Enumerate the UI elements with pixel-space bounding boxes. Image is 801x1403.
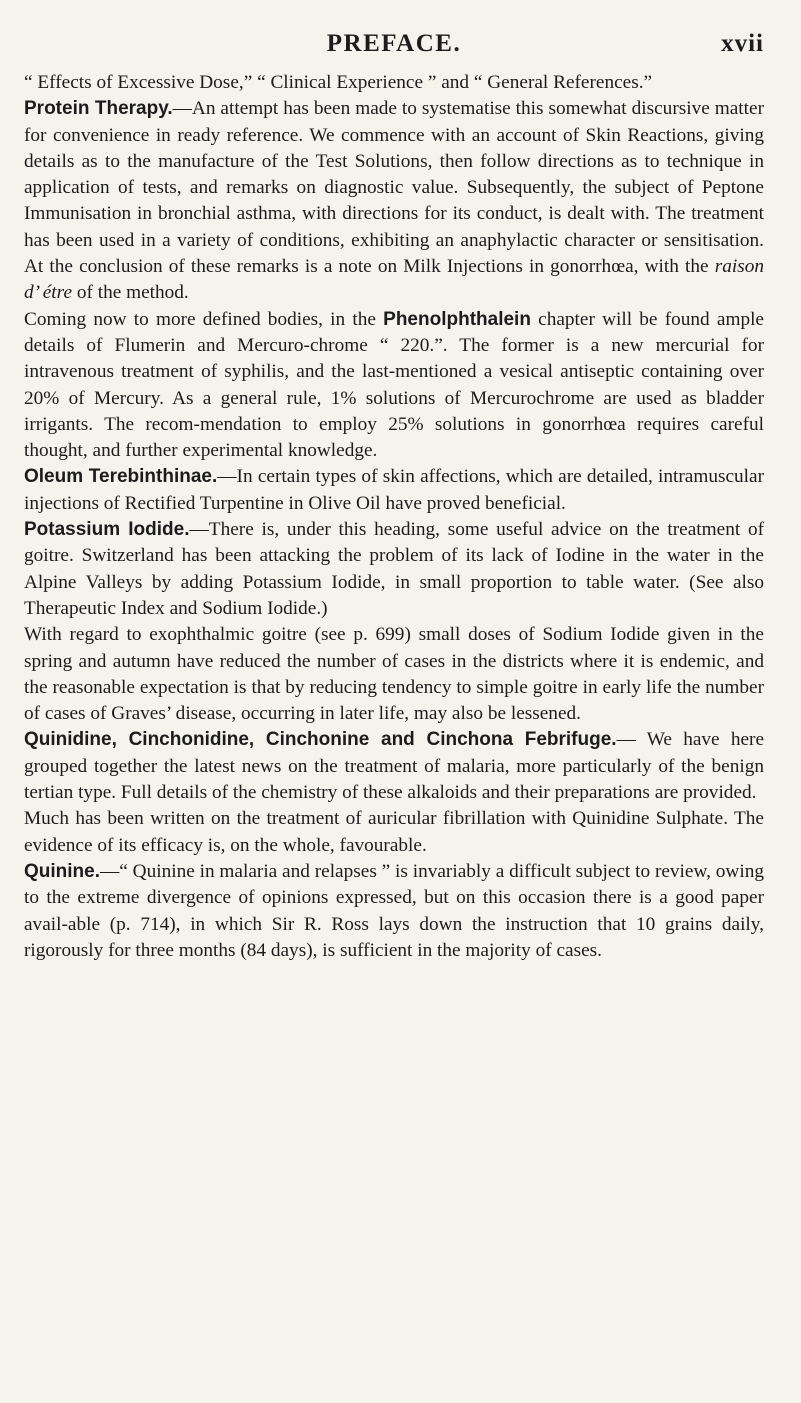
paragraph-auricular-fibrillation (24, 806, 764, 859)
paragraph-quinidine (24, 727, 764, 806)
section-heading-phenolphthalein: Phenolphthalein (383, 308, 531, 330)
paragraph-text: chapter will be found ample details of Flumerin and Mercuro-chrome “ 220.”. The former is a new mercurial for intravenous treatment of syphilis, and the last-mentioned a vesical antiseptic containing over 20% of Mercury. As a general rule, 1% solutions of Mercurochrome are used as bladder irrigants. The recom-mendation to employ 25% solutions in gonorrhœa requires careful thought, and further experimental knowledge. (24, 308, 764, 462)
section-heading-oleum-terebinthinae: Oleum Terebinthinae. (24, 466, 218, 488)
paragraph-phenolphthalein (24, 307, 764, 465)
section-heading-quinine: Quinine. (24, 860, 100, 882)
paragraph-text: —In certain types of skin affections, which are detailed, intramuscular injections of Rectified Turpentine in Olive Oil have proved beneficial. (24, 466, 764, 514)
paragraph-text: — We have here grouped together the latest news on the treatment of malaria, more particularly of the benign tertian type. Full details of the chemistry of these alkaloids and their preparations are provided. (24, 729, 765, 804)
paragraph-1 (24, 70, 764, 96)
page-number: xvii (721, 30, 764, 57)
body-text (24, 70, 764, 964)
paragraph-text: With regard to exophthalmic goitre (see p. 699) small doses of Sodium Iodide given in the spring and autumn have reduced the number of cases in the districts where it is endemic, and the reasonable expectation is that by reducing tendency to simple goitre in early life the number of cases of Graves’ disease, occurring in later life, may also be lessened. (24, 624, 764, 725)
paragraph-exophthalmic-goitre (24, 622, 764, 727)
paragraph-text: —“ Quinine in malaria and relapses ” is invariably a difficult subject to review, owing to the extreme divergence of opinions expressed, but on this occasion there is a good paper avail-able (p. 714), in which Sir R. Ross lays down the instruction that 10 grains daily, rigorously for three months (84 days), is sufficient in the majority of cases. (24, 860, 764, 961)
section-heading-quinidine: Quinidine, Cinchonidine, Cinchonine and Cinchona Febrifuge. (24, 729, 617, 751)
section-heading-protein-therapy: Protein Therapy. (24, 98, 173, 120)
section-heading-potassium-iodide: Potassium Iodide. (24, 519, 190, 541)
running-header (24, 26, 764, 60)
paragraph-potassium-iodide (24, 517, 764, 622)
running-title: PREFACE. (326, 30, 462, 57)
paragraph-text: —There is, under this heading, some useful advice on the treatment of goitre. Switzerland has been attacking the problem of its lack of Iodine in the water in the Alpine Valleys by adding Potassium Iodide, in small proportion to table water. (See also Therapeutic Index and Sodium Iodide.) (24, 519, 765, 619)
paragraph-text: —An attempt has been made to systematise this somewhat discursive matter for convenience in ready reference. We commence with an account of Skin Reactions, giving details as to the manufacture of the Test Solutions, then follow directions as to technique in application of tests, and remarks on diagnostic value. Subsequently, the subject of Peptone Immunisation in bronchial asthma, with directions for its conduct, is dealt with. The treatment has been used in a variety of conditions, exhibiting an anaphylactic character or sensitisation. At the conclusion of these remarks is a note on Milk Injections in gonorrhœa, with the (24, 98, 764, 278)
paragraph-oleum-terebinthinae (24, 464, 764, 517)
document-page (24, 26, 764, 964)
paragraph-text: Much has been written on the treatment of auricular fibrillation with Quinidine Sulphate. The evidence of its efficacy is, on the whole, favourable. (24, 808, 764, 856)
paragraph-text: of the method. (72, 282, 189, 304)
paragraph-protein-therapy (24, 96, 764, 306)
paragraph-quinine (24, 859, 764, 964)
paragraph-text: Coming now to more defined bodies, in the (24, 308, 384, 330)
paragraph-text: “ Effects of Excessive Dose,” “ Clinical Experience ” and “ General References.” (24, 72, 653, 93)
italic-phrase: raison d’ étre (24, 256, 764, 304)
